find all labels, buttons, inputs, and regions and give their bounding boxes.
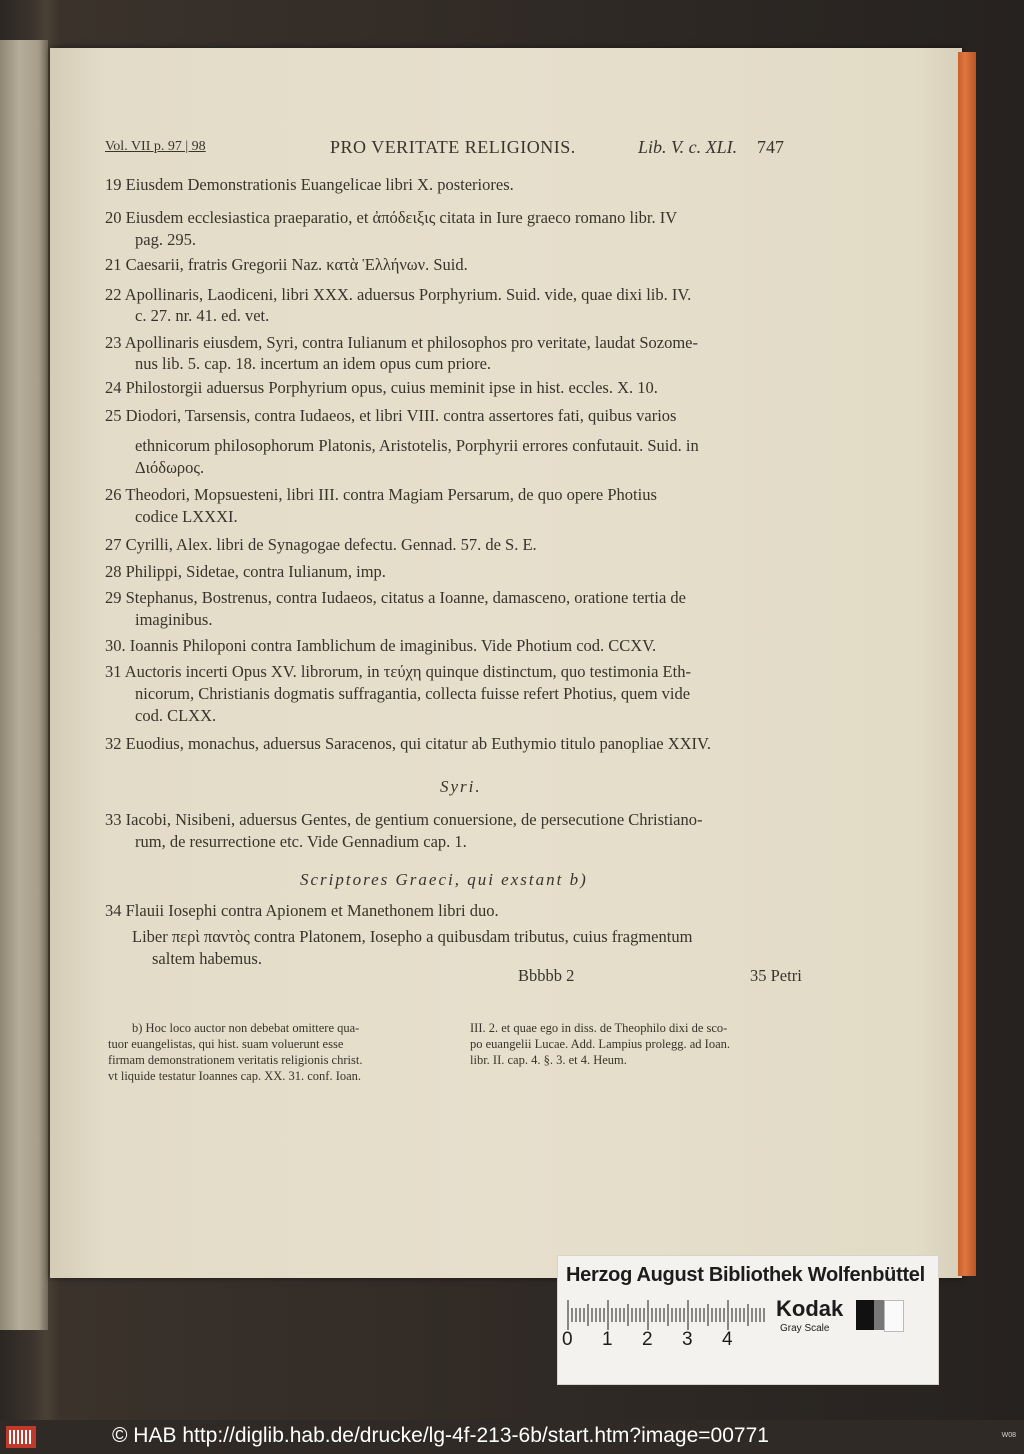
entry-line: ethnicorum philosophorum Platonis, Aristotelis, Porphyrii errores confutauit. Suid. in bbox=[135, 436, 699, 455]
entry-line: nicorum, Christianis dogmatis suffragantia, collecta fuisse refert Photius, quem vide bbox=[135, 684, 691, 703]
entry-line: 34 Flauii Iosephi contra Apionem et Manethonem libri duo. bbox=[105, 901, 499, 920]
ruler-number: 1 bbox=[602, 1329, 613, 1350]
book-chapter: Lib. V. c. XLI. bbox=[638, 137, 738, 157]
entry-line: c. 27. nr. 41. ed. vet. bbox=[135, 306, 270, 325]
entry-line: codice LXXXI. bbox=[135, 507, 238, 526]
footnote-line: vt liquide testatur Ioannes cap. XX. 31. conf. Ioan. bbox=[108, 1069, 362, 1083]
hab-logo-icon bbox=[6, 1426, 36, 1448]
page-code: W08 bbox=[1001, 1432, 1016, 1439]
kodak-logo-text: Kodak bbox=[776, 1296, 844, 1321]
ruler-number: 0 bbox=[562, 1329, 573, 1350]
ruler-number: 3 bbox=[682, 1329, 693, 1350]
entry-line: 29 Stephanus, Bostrenus, contra Iudaeos, citatus a Ioanne, damasceno, oratione tertia de bbox=[105, 588, 686, 607]
footnote-line: III. 2. et quae ego in diss. de Theophilo dixi de sco- bbox=[470, 1021, 728, 1035]
running-title: PRO VERITATE RELIGIONIS. bbox=[330, 137, 576, 157]
gray-swatch-white bbox=[884, 1300, 904, 1332]
entry-line: 31 Auctoris incerti Opus XV. librorum, in τεύχη quinque distinctum, quo testimonia Eth- bbox=[105, 662, 691, 681]
footnote-line: b) Hoc loco auctor non debebat omittere qua- bbox=[132, 1021, 360, 1035]
library-name: Herzog August Bibliothek Wolfenbüttel bbox=[566, 1264, 925, 1286]
catchword: 35 Petri bbox=[750, 966, 802, 985]
entry-line: 21 Caesarii, fratris Gregorii Naz. κατὰ Ἑλλήνων. Suid. bbox=[105, 255, 468, 274]
entry-line: 24 Philostorgii aduersus Porphyrium opus, cuius meminit ipse in hist. eccles. X. 10. bbox=[105, 378, 658, 397]
entry-line: 33 Iacobi, Nisibeni, aduersus Gentes, de gentium conuersione, de persecutione Christiano- bbox=[105, 810, 703, 829]
footer-bar bbox=[0, 1420, 1024, 1454]
entry-line: 26 Theodori, Mopsuesteni, libri III. contra Magiam Persarum, de quo opere Photius bbox=[105, 485, 657, 504]
ruler-number: 2 bbox=[642, 1329, 653, 1350]
entry-line: 32 Euodius, monachus, aduersus Saracenos, qui citatur ab Euthymio titulo panopliae XXIV. bbox=[105, 734, 711, 753]
entry-line: 19 Eiusdem Demonstrationis Euangelicae libri X. posteriores. bbox=[105, 175, 514, 194]
entry-line: imaginibus. bbox=[135, 610, 213, 629]
footnote-line: firmam demonstrationem veritatis religionis christ. bbox=[108, 1053, 363, 1067]
running-header bbox=[105, 137, 810, 161]
entry-line: Liber περὶ παντὸς contra Platonem, Iosepho a quibusdam tributus, cuius fragmentum bbox=[132, 927, 693, 946]
volume-reference: Vol. VII p. 97 | 98 bbox=[105, 139, 206, 154]
entry-line: pag. 295. bbox=[135, 230, 196, 249]
footnote-line: tuor euangelistas, qui hist. suam voluerunt esse bbox=[108, 1037, 344, 1051]
entry-line: nus lib. 5. cap. 18. incertum an idem opus cum priore. bbox=[135, 354, 492, 373]
entry-line: 22 Apollinaris, Laodiceni, libri XXX. aduersus Porphyrium. Suid. vide, quae dixi lib. IV. bbox=[105, 285, 692, 304]
gray-swatch-mid bbox=[874, 1300, 884, 1330]
entry-line: rum, de resurrectione etc. Vide Gennadium cap. 1. bbox=[135, 832, 467, 851]
page-edge-orange bbox=[958, 52, 976, 1276]
page-number: 747 bbox=[757, 137, 784, 157]
entry-line: 30. Ioannis Philoponi contra Iamblichum de imaginibus. Vide Photium cod. CCXV. bbox=[105, 636, 657, 655]
entry-line: 20 Eiusdem ecclesiastica praeparatio, et ἀπόδειξις citata in Iure graeco romano libr. IV bbox=[105, 208, 678, 227]
copyright-url: © HAB http://diglib.hab.de/drucke/lg-4f-213-6b/start.htm?image=00771 bbox=[112, 1424, 769, 1447]
library-calibration-label bbox=[557, 1255, 939, 1385]
entry-line: 27 Cyrilli, Alex. libri de Synagogae defectu. Gennad. 57. de S. E. bbox=[105, 535, 537, 554]
entry-line: 23 Apollinaris eiusdem, Syri, contra Iulianum et philosophos pro veritate, laudat Sozome- bbox=[105, 333, 698, 352]
entry-line: saltem habemus. bbox=[152, 949, 262, 968]
section-heading-graeci: Scriptores Graeci, qui exstant b) bbox=[300, 870, 588, 889]
section-heading-syri: Syri. bbox=[440, 777, 482, 796]
previous-page-edge bbox=[0, 40, 48, 1330]
entry-line: cod. CLXX. bbox=[135, 706, 217, 725]
ruler-scale bbox=[566, 1300, 766, 1330]
footnote-line: po euangelii Lucae. Add. Lampius prolegg. ad Ioan. bbox=[470, 1037, 730, 1051]
grayscale-text: Gray Scale bbox=[780, 1323, 830, 1334]
entry-line: Διόδωρος. bbox=[135, 458, 205, 477]
ruler-number: 4 bbox=[722, 1329, 733, 1350]
footnote-line: libr. II. cap. 4. §. 3. et 4. Heum. bbox=[470, 1053, 627, 1067]
entry-line: 28 Philippi, Sidetae, contra Iulianum, imp. bbox=[105, 562, 386, 581]
entry-line: 25 Diodori, Tarsensis, contra Iudaeos, et libri VIII. contra assertores fati, quibus varios bbox=[105, 406, 677, 425]
signature-mark: Bbbbb 2 bbox=[518, 966, 575, 985]
gray-swatch-black bbox=[856, 1300, 874, 1330]
